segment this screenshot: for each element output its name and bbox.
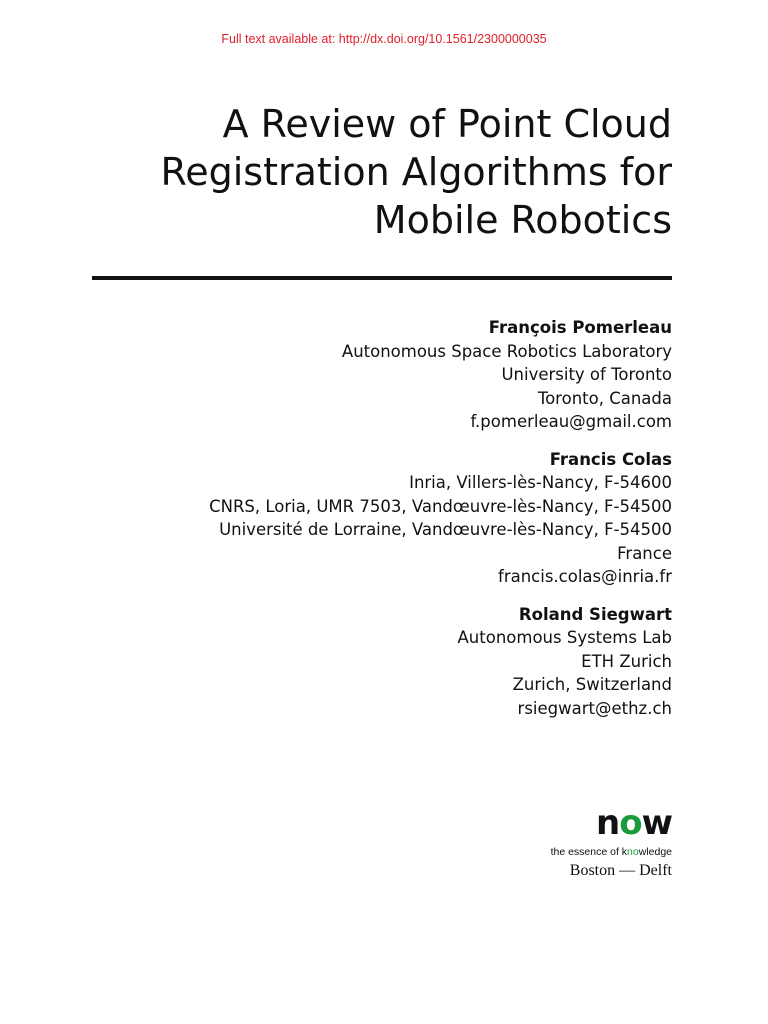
author-block — [72, 316, 672, 434]
title-line: A Review of Point Cloud — [222, 102, 672, 146]
author-email: francis.colas@inria.fr — [498, 567, 672, 586]
publisher-logo — [512, 803, 672, 858]
author-name: Roland Siegwart — [518, 604, 672, 624]
author-email: f.pomerleau@gmail.com — [470, 412, 672, 431]
title-line: Registration Algorithms for — [160, 150, 672, 194]
title-divider — [92, 276, 672, 280]
affiliation-line: France — [617, 543, 672, 563]
affiliation-line: CNRS, Loria, UMR 7503, Vandœuvre-lès-Nancy, F-54500 — [209, 496, 672, 516]
author-block — [72, 603, 672, 721]
affiliation-line: Zurich, Switzerland — [512, 675, 672, 694]
publisher-tagline: the essence of knowledge — [550, 846, 672, 858]
affiliation-line: Université de Lorraine, Vandœuvre-lès-Nancy, F-54500 — [219, 520, 672, 539]
affiliation-line: Autonomous Space Robotics Laboratory — [341, 341, 672, 361]
affiliation-line: Toronto, Canada — [537, 388, 672, 408]
affiliation-line: ETH Zurich — [581, 651, 672, 671]
author-name: Francis Colas — [549, 449, 672, 469]
title-line: Mobile Robotics — [373, 198, 672, 242]
affiliation-line: Inria, Villers-lès-Nancy, F-54600 — [409, 473, 672, 492]
publisher-places: Boston — Delft — [569, 862, 672, 879]
doi-banner[interactable]: Full text available at: http://dx.doi.org/10.1561/2300000035 — [221, 32, 547, 46]
author-name: François Pomerleau — [488, 318, 672, 337]
book-title — [72, 100, 672, 244]
now-logo-icon: now — [596, 803, 672, 843]
author-block — [72, 448, 672, 589]
author-list — [72, 316, 672, 734]
author-email: rsiegwart@ethz.ch — [517, 698, 672, 718]
affiliation-line: Autonomous Systems Lab — [457, 628, 672, 647]
affiliation-line: University of Toronto — [501, 365, 672, 384]
